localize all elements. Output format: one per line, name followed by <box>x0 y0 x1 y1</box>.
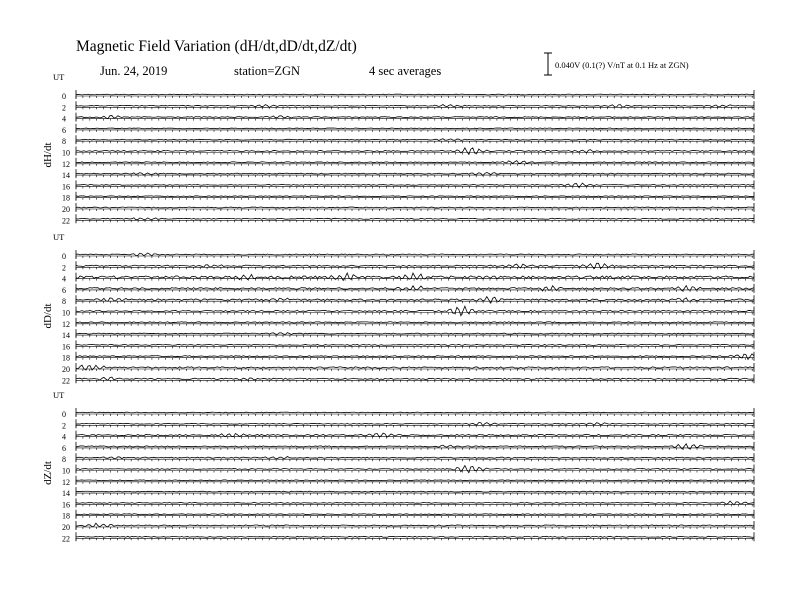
row-label: 16 <box>62 182 70 192</box>
row-label: 14 <box>62 171 70 181</box>
row-label: 20 <box>62 365 70 374</box>
chart-title: Magnetic Field Variation (dH/dt,dD/dt,dZ/dt) <box>76 38 357 55</box>
row-baseline <box>76 380 754 382</box>
station-label: station=ZGN <box>234 64 301 78</box>
row-label: 14 <box>62 331 70 341</box>
row-baseline <box>76 209 754 211</box>
row-label: 8 <box>62 137 66 147</box>
trace-line <box>76 514 754 515</box>
row-label: 4 <box>62 432 66 442</box>
row-label: 0 <box>62 252 66 261</box>
row-baseline <box>76 527 754 529</box>
row-label: 22 <box>62 216 70 226</box>
trace-line <box>76 333 754 335</box>
trace-line <box>76 253 754 256</box>
row-label: 10 <box>62 466 70 476</box>
panel-dZ-dt <box>42 390 754 543</box>
row-baseline <box>76 324 754 326</box>
row-baseline <box>76 414 754 416</box>
trace-line <box>76 116 754 119</box>
row-baseline <box>76 153 754 155</box>
panel-ylabel: dD/dt <box>42 303 54 329</box>
trace-line <box>76 523 754 527</box>
trace-line <box>76 536 754 537</box>
row-baseline <box>76 425 754 427</box>
row-label: 16 <box>62 342 70 352</box>
trace-line <box>76 466 754 473</box>
row-baseline <box>76 369 754 371</box>
ut-axis-label: UT <box>53 232 65 242</box>
row-baseline <box>76 198 754 200</box>
row-baseline <box>76 164 754 166</box>
row-baseline <box>76 459 754 461</box>
row-baseline <box>76 504 754 506</box>
trace-line <box>76 218 754 220</box>
scale-bar-label: 0.040V (0.1(?) V/nT at 0.1 Hz at ZGN) <box>555 60 689 70</box>
row-baseline <box>76 437 754 439</box>
row-baseline <box>76 186 754 188</box>
row-label: 6 <box>62 285 66 295</box>
row-label: 2 <box>62 263 66 273</box>
row-baseline <box>76 313 754 315</box>
row-label: 6 <box>62 443 66 453</box>
scale-bar <box>544 53 552 75</box>
row-baseline <box>76 267 754 269</box>
row-baseline <box>76 538 754 540</box>
row-baseline <box>76 141 754 143</box>
row-baseline <box>76 119 754 121</box>
row-label: 6 <box>62 125 66 135</box>
row-baseline <box>76 301 754 303</box>
trace-line <box>76 480 754 481</box>
row-baseline <box>76 471 754 473</box>
trace-line <box>76 365 754 370</box>
trace-line <box>76 344 754 345</box>
date-label: Jun. 24, 2019 <box>100 64 168 78</box>
ut-axis-label: UT <box>53 390 65 400</box>
trace-line <box>76 196 754 197</box>
row-baseline <box>76 130 754 132</box>
row-baseline <box>76 516 754 518</box>
trace-line <box>76 263 754 268</box>
row-label: 2 <box>62 421 66 431</box>
row-label: 4 <box>62 274 66 284</box>
trace-line <box>76 94 754 95</box>
row-baseline <box>76 493 754 495</box>
row-baseline <box>76 256 754 258</box>
row-baseline <box>76 107 754 109</box>
trace-line <box>76 491 754 492</box>
row-baseline <box>76 335 754 337</box>
trace-line <box>76 128 754 129</box>
row-baseline <box>76 346 754 348</box>
trace-line <box>76 412 754 413</box>
row-label: 18 <box>62 353 70 363</box>
trace-line <box>76 273 754 281</box>
ut-axis-label: UT <box>53 72 65 82</box>
row-baseline <box>76 482 754 484</box>
row-label: 18 <box>62 511 70 521</box>
trace-line <box>76 354 754 360</box>
row-label: 10 <box>62 308 70 318</box>
row-label: 12 <box>62 477 70 487</box>
panel-dH-dt <box>42 72 754 225</box>
row-label: 12 <box>62 319 70 329</box>
row-baseline <box>76 448 754 450</box>
trace-line <box>76 148 754 154</box>
trace-line <box>76 444 754 449</box>
row-baseline <box>76 279 754 281</box>
trace-line <box>76 306 754 316</box>
row-label: 18 <box>62 193 70 203</box>
row-label: 22 <box>62 376 70 386</box>
panel-ylabel: dH/dt <box>42 142 54 168</box>
trace-line <box>76 322 754 323</box>
row-baseline <box>76 175 754 177</box>
row-baseline <box>76 96 754 98</box>
row-label: 2 <box>62 103 66 113</box>
trace-line <box>76 297 754 303</box>
row-label: 12 <box>62 159 70 169</box>
trace-line <box>76 457 754 459</box>
row-label: 8 <box>62 455 66 465</box>
trace-line <box>76 377 754 380</box>
row-label: 0 <box>62 92 66 101</box>
row-baseline <box>76 290 754 292</box>
row-label: 14 <box>62 489 70 499</box>
panel-ylabel: dZ/dt <box>42 461 54 485</box>
trace-line <box>76 161 754 164</box>
row-label: 20 <box>62 205 70 214</box>
row-label: 22 <box>62 534 70 544</box>
row-label: 0 <box>62 410 66 419</box>
row-label: 8 <box>62 297 66 307</box>
trace-line <box>76 139 754 141</box>
panel-dD-dt <box>42 232 754 385</box>
row-label: 4 <box>62 114 66 124</box>
row-label: 20 <box>62 523 70 532</box>
row-baseline <box>76 358 754 360</box>
row-label: 16 <box>62 500 70 510</box>
trace-line <box>76 207 754 208</box>
averaging-label: 4 sec averages <box>369 64 442 78</box>
row-label: 10 <box>62 148 70 158</box>
row-baseline <box>76 220 754 222</box>
